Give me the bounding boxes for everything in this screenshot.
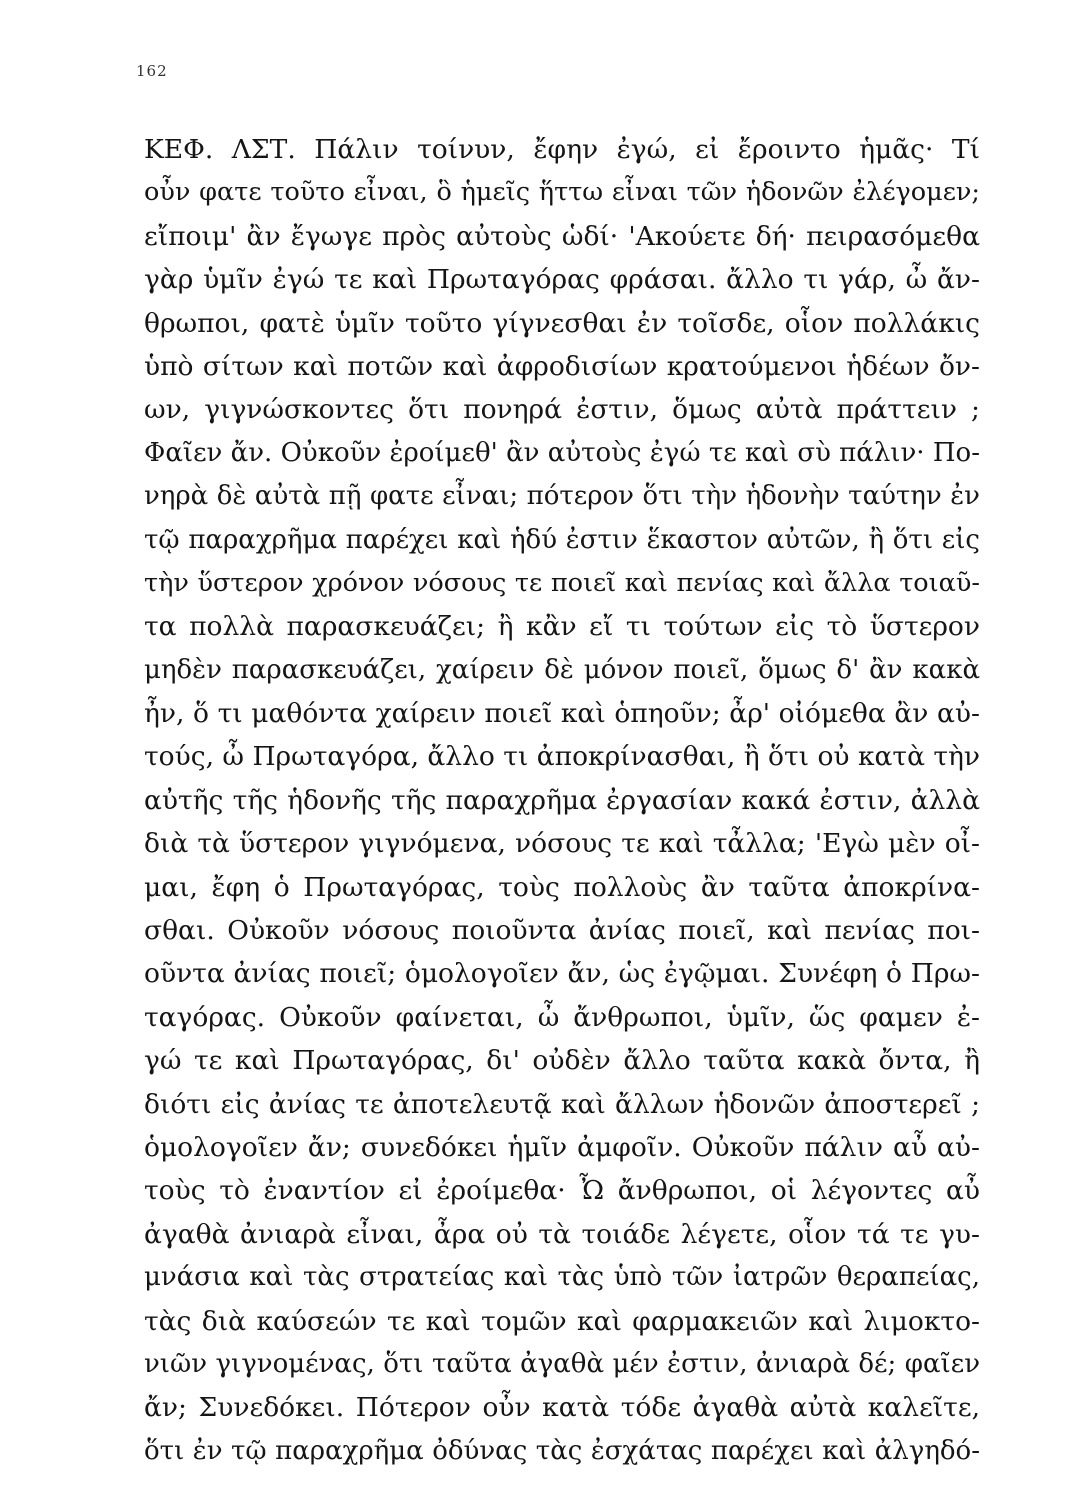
text-line: τὴν ὕστερον χρόνον νόσους τε ποιεῖ καὶ πενίας καὶ ἄλλα τοιαῦ- (144, 567, 980, 598)
text-line: τούς, ὦ Πρωταγόρα, ἄλλο τι ἀποκρίνασθαι, ἢ ὅτι οὐ κατὰ τὴν (144, 741, 981, 773)
text-line: ΚΕΦ. ΛΣΤ. Πάλιν τοίνυν, ἔφην ἐγώ, εἰ ἔροιντο ἡμᾶς· Τί (144, 134, 980, 165)
text-line: τοὺς τὸ ἐναντίον εἰ ἐροίμεθα· Ὦ ἄνθρωποι, οἱ λέγοντες αὖ (144, 1175, 980, 1207)
text-line: τὰς διὰ καύσεών τε καὶ τομῶν καὶ φαρμακειῶν καὶ λιμοκτο- (144, 1305, 980, 1337)
text-line: γώ τε καὶ Πρωταγόρας, δι' οὐδὲν ἄλλο ταῦτα κακὰ ὄντα, ἢ (144, 1045, 980, 1077)
text-line: μαι, ἔφη ὁ Πρωταγόρας, τοὺς πολλοὺς ἂν ταῦτα ἀποκρίνα- (144, 871, 980, 903)
text-line: ταγόρας. Οὐκοῦν φαίνεται, ὦ ἄνθρωποι, ὑμῖν, ὥς φαμεν ἐ- (144, 1001, 980, 1033)
text-line: μνάσια καὶ τὰς στρατείας καὶ τὰς ὑπὸ τῶν ἰατρῶν θεραπείας, (144, 1262, 980, 1293)
text-line: ἀγαθὰ ἀνιαρὰ εἶναι, ἆρα οὐ τὰ τοιάδε λέγετε, οἷον τά τε γυ- (144, 1218, 980, 1250)
text-line: ων, γιγνώσκοντες ὅτι πονηρά ἐστιν, ὅμως αὐτὰ πράττειν ; (144, 394, 980, 426)
text-line: τα πολλὰ παρασκευάζει; ἢ κἂν εἴ τι τούτων εἰς τὸ ὕστερον (144, 611, 980, 643)
text-line: θρωποι, φατὲ ὑμῖν τοῦτο γίγνεσθαι ἐν τοῖσδε, οἷον πολλάκις (144, 307, 980, 339)
text-line: εἴποιμ' ἂν ἔγωγε πρὸς αὐτοὺς ὡδί· 'Ακούετε δή· πειρασόμεθα (144, 220, 980, 252)
text-line: γὰρ ὑμῖν ἐγώ τε καὶ Πρωταγόρας φράσαι. ἄλλο τι γάρ, ὦ ἄν- (144, 264, 980, 296)
text-line: οὖν φατε τοῦτο εἶναι, ὃ ἡμεῖς ἥττω εἶναι τῶν ἡδονῶν ἐλέγομεν; (144, 177, 980, 208)
text-line: ὑπὸ σίτων καὶ ποτῶν καὶ ἀφροδισίων κρατούμενοι ἡδέων ὄν- (144, 350, 980, 382)
text-line: αὐτῆς τῆς ἡδονῆς τῆς παραχρῆμα ἐργασίαν κακά ἐστιν, ἀλλὰ (144, 784, 980, 816)
text-line: τῷ παραχρῆμα παρέχει καὶ ἡδύ ἐστιν ἕκαστον αὐτῶν, ἢ ὅτι εἰς (144, 524, 980, 555)
text-line: μηδὲν παρασκευάζει, χαίρειν δὲ μόνον ποιεῖ, ὅμως δ' ἂν κακὰ (144, 654, 980, 685)
text-line: διότι εἰς ἀνίας τε ἀποτελευτᾷ καὶ ἄλλων ἡδονῶν ἀποστερεῖ ; (144, 1088, 980, 1120)
text-line: διὰ τὰ ὕστερον γιγνόμενα, νόσους τε καὶ τἆλλα; 'Εγὼ μὲν οἶ- (144, 828, 980, 860)
text-line: οῦντα ἀνίας ποιεῖ; ὁμολογοῖεν ἄν, ὡς ἐγῷμαι. Συνέφη ὁ Πρω- (144, 958, 980, 990)
text-line: νιῶν γιγνομένας, ὅτι ταῦτα ἀγαθὰ μέν ἐστιν, ἀνιαρὰ δέ; φαῖεν (144, 1348, 980, 1379)
page-number: 162 (136, 62, 168, 80)
text-line: νηρὰ δὲ αὐτὰ πῇ φατε εἶναι; πότερον ὅτι τὴν ἡδονὴν ταύτην ἐν (144, 481, 980, 512)
text-line: ἦν, ὅ τι μαθόντα χαίρειν ποιεῖ καὶ ὁπηοῦν; ἆρ' οἰόμεθα ἂν αὐ- (144, 698, 980, 730)
text-line: ὁμολογοῖεν ἄν; συνεδόκει ἡμῖν ἀμφοῖν. Οὐκοῦν πάλιν αὖ αὐ- (144, 1131, 980, 1163)
text-line: σθαι. Οὐκοῦν νόσους ποιοῦντα ἀνίας ποιεῖ, καὶ πενίας ποι- (144, 915, 980, 947)
text-line: ἄν; Συνεδόκει. Πότερον οὖν κατὰ τόδε ἀγαθὰ αὐτὰ καλεῖτε, (144, 1392, 980, 1424)
main-text (144, 128, 980, 1473)
text-line: Φαῖεν ἄν. Οὐκοῦν ἐροίμεθ' ἂν αὐτοὺς ἐγώ τε καὶ σὺ πάλιν· Πο- (144, 437, 980, 468)
text-line: ὅτι ἐν τῷ παραχρῆμα ὀδύνας τὰς ἐσχάτας παρέχει καὶ ἀλγηδό- (144, 1435, 980, 1466)
